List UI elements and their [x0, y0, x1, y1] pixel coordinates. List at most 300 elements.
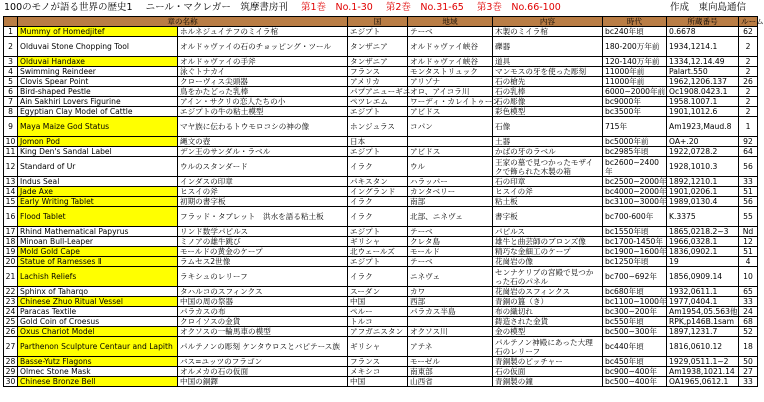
room-number: 51 — [739, 247, 758, 257]
region-cell: カンタベリー — [408, 187, 493, 197]
accession-number: 1966,0328.1 — [667, 237, 739, 247]
country-cell: ギリシャ — [348, 337, 408, 357]
accession-number: 1929,0511.1~2 — [667, 357, 739, 367]
era-cell: bc900~400年 — [603, 367, 667, 377]
object-name-ja: マヤ族に伝わるトウモロコシの神の像 — [178, 117, 348, 137]
object-name-ja: ラムセス2世像 — [178, 257, 348, 267]
accession-number: Am1954,05.563他 — [667, 307, 739, 317]
table-body — [4, 27, 758, 387]
content-cell: 金の模型 — [493, 327, 603, 337]
content-cell: パルテノン神殿にあった大理石のレリーフ — [493, 337, 603, 357]
content-cell: パピルス — [493, 227, 603, 237]
row-number: 3 — [4, 57, 18, 67]
country-cell: トルコ — [348, 317, 408, 327]
accession-number: 1962,1206.137 — [667, 77, 739, 87]
era-cell: bc300~200年 — [603, 307, 667, 317]
table-row — [4, 257, 758, 267]
object-name-ja: モールドの黄金のケープ — [178, 247, 348, 257]
accession-number: RPK,p146B.1sam — [667, 317, 739, 327]
region-cell: アリゾナ — [408, 77, 493, 87]
region-cell: パラカス半島 — [408, 307, 493, 317]
country-cell: アフガニスタン — [348, 327, 408, 337]
region-cell: オルドゥヴァイ峡谷 — [408, 57, 493, 67]
object-name-ja: ラキシュのレリーフ — [178, 267, 348, 287]
row-number: 9 — [4, 117, 18, 137]
era-cell: bc1550年頃 — [603, 227, 667, 237]
era-cell: bc3100~3000年 — [603, 197, 667, 207]
country-cell: パキスタン — [348, 177, 408, 187]
room-number: 2 — [739, 67, 758, 77]
country-cell: フランス — [348, 67, 408, 77]
room-number: 12 — [739, 237, 758, 247]
object-name-ja: パルテノンの彫刻 ケンタウロスとバピテース族 — [178, 337, 348, 357]
table-row — [4, 37, 758, 57]
object-name-en: Mold Gold Cape — [18, 247, 178, 257]
table-row — [4, 27, 758, 37]
country-cell: タンザニア — [348, 37, 408, 57]
object-name-en: Swimming Reindeer — [18, 67, 178, 77]
object-name-ja: バス=ユッツのフラゴン — [178, 357, 348, 367]
object-name-en: Jomon Pod — [18, 137, 178, 147]
country-cell: メキシコ — [348, 367, 408, 377]
object-name-en: Sphinx of Taharqo — [18, 287, 178, 297]
content-cell: 精巧な金細工のケープ — [493, 247, 603, 257]
accession-number: 1958.1007.1 — [667, 97, 739, 107]
country-cell: エジプト — [348, 257, 408, 267]
object-name-en: Egyptian Clay Model of Cattle — [18, 107, 178, 117]
col-header-content: 内容 — [493, 17, 603, 27]
object-name-ja: フラッド・タブレット 洪水を語る粘土板 — [178, 207, 348, 227]
region-cell: モンタストリュック — [408, 67, 493, 77]
object-name-ja: 中国の銅鐸 — [178, 377, 348, 387]
room-number: 2 — [739, 57, 758, 67]
content-cell: 布の織切れ — [493, 307, 603, 317]
row-number: 18 — [4, 237, 18, 247]
content-cell: 粘土板 — [493, 197, 603, 207]
row-number: 2 — [4, 37, 18, 57]
content-cell: 花崗岩のスフィンクス — [493, 287, 603, 297]
country-cell: 中国 — [348, 297, 408, 307]
col-header-region: 地域 — [408, 17, 493, 27]
room-number: Nd — [739, 227, 758, 237]
object-name-ja: 中国の周の祭器 — [178, 297, 348, 307]
country-cell: ペツレエム — [348, 97, 408, 107]
era-cell: 120-140万年前 — [603, 57, 667, 67]
room-number: 50 — [739, 357, 758, 367]
region-cell: オクソス川 — [408, 327, 493, 337]
accession-number: 1865,0218.2~3 — [667, 227, 739, 237]
country-cell: イングランド — [348, 187, 408, 197]
accession-number: Oc1908.0423.1 — [667, 87, 739, 97]
era-cell: 180-200万年前 — [603, 37, 667, 57]
region-cell: ワーディ・カレイトゥーン — [408, 97, 493, 107]
country-cell: イラク — [348, 197, 408, 207]
region-cell — [408, 137, 493, 147]
object-name-ja: ホルネジュイテフのミイラ棺 — [178, 27, 348, 37]
object-name-en: Gold Coin of Croesus — [18, 317, 178, 327]
object-name-ja: エジプトの牛の粘土模型 — [178, 107, 348, 117]
table-row — [4, 377, 758, 387]
object-name-ja: 鳥をかたどった乳棒 — [178, 87, 348, 97]
object-name-en: Oxus Chariot Model — [18, 327, 178, 337]
table-row — [4, 97, 758, 107]
accession-number: 1836,0902.1 — [667, 247, 739, 257]
country-cell: 日本 — [348, 137, 408, 147]
content-cell: 石像 — [493, 117, 603, 137]
region-cell: オロ、アイコラ川 — [408, 87, 493, 97]
content-cell: 彩色模型 — [493, 107, 603, 117]
object-name-en: Statue of Ramesses Ⅱ — [18, 257, 178, 267]
object-name-ja: デン王のサンダル・ラベル — [178, 147, 348, 157]
object-name-en: Mummy of Homedjitef — [18, 27, 178, 37]
accession-number: 1816,0610.12 — [667, 337, 739, 357]
table-row — [4, 77, 758, 87]
object-name-en: Olduvai Handaxe — [18, 57, 178, 67]
object-name-en: Lachish Reliefs — [18, 267, 178, 287]
col-header-chapter-name: 章の名称 — [18, 17, 348, 27]
era-cell: bc680年頃 — [603, 287, 667, 297]
content-cell: 石の彫像 — [493, 97, 603, 107]
region-cell: モーゼル — [408, 357, 493, 367]
era-cell: bc1700-1450年 — [603, 237, 667, 247]
room-number: 10 — [739, 267, 758, 287]
accession-number: 0.6678 — [667, 27, 739, 37]
accession-number: 1892,1210.1 — [667, 177, 739, 187]
row-number: 23 — [4, 297, 18, 307]
accession-number: 1897,1231.7 — [667, 327, 739, 337]
country-cell: ホンジュラス — [348, 117, 408, 137]
row-number: 6 — [4, 87, 18, 97]
room-number: 62 — [739, 27, 758, 37]
country-cell: エジプト — [348, 107, 408, 117]
region-cell: テーベ — [408, 227, 493, 237]
era-cell: bc2500~2000年 — [603, 177, 667, 187]
room-number: 1 — [739, 117, 758, 137]
region-cell: 南東部 — [408, 367, 493, 377]
era-cell: bc2600~2400年 — [603, 157, 667, 177]
era-cell: bc1250年頃 — [603, 257, 667, 267]
row-number: 28 — [4, 357, 18, 367]
country-cell: イラク — [348, 157, 408, 177]
object-name-ja: オクソスの一輪馬車の模型 — [178, 327, 348, 337]
region-cell: アテネ — [408, 337, 493, 357]
room-number: 56 — [739, 157, 758, 177]
row-number: 5 — [4, 77, 18, 87]
accession-number: 1901,0206.1 — [667, 187, 739, 197]
table-row — [4, 227, 758, 237]
era-cell: 11000年前 — [603, 67, 667, 77]
accession-number: OA1965,0612.1 — [667, 377, 739, 387]
accession-number: Am1923,Maud.8 — [667, 117, 739, 137]
object-name-ja: ミノアの雄牛跳び — [178, 237, 348, 247]
country-cell: エジプト — [348, 227, 408, 237]
region-cell: クレタ島 — [408, 237, 493, 247]
region-cell: ニネヴェ — [408, 267, 493, 287]
region-cell: テーベ — [408, 257, 493, 267]
room-number: 4 — [739, 257, 758, 267]
room-number: 51 — [739, 187, 758, 197]
content-cell: 青銅製の鐘 — [493, 377, 603, 387]
table-row — [4, 367, 758, 377]
room-number: 92 — [739, 137, 758, 147]
object-name-ja: パラカスの布 — [178, 307, 348, 317]
accession-number: 1932,0611.1 — [667, 287, 739, 297]
country-cell: 北ウェールズ — [348, 247, 408, 257]
accession-number: 1989,0130.4 — [667, 197, 739, 207]
col-header-country: 国 — [348, 17, 408, 27]
content-cell: 土器 — [493, 137, 603, 147]
room-number: 24 — [739, 307, 758, 317]
era-cell: bc1900~1600年 — [603, 247, 667, 257]
room-number: 56 — [739, 197, 758, 207]
accession-number: 1934,1214.1 — [667, 37, 739, 57]
accession-number: 19 — [667, 257, 739, 267]
row-number: 11 — [4, 147, 18, 157]
object-name-en: Early Writing Tablet — [18, 197, 178, 207]
era-cell: bc500~300年 — [603, 327, 667, 337]
table-row — [4, 317, 758, 327]
table-row — [4, 307, 758, 317]
era-cell: bc700~692年 — [603, 267, 667, 287]
era-cell: bc9000年 — [603, 97, 667, 107]
object-name-en: Bird-shaped Pestle — [18, 87, 178, 97]
table-row — [4, 57, 758, 67]
region-cell: 南部 — [408, 197, 493, 207]
author-publisher: ニール・マクレガー 筑摩書房刊 — [145, 2, 288, 13]
content-cell: 石の仮面 — [493, 367, 603, 377]
row-number: 8 — [4, 107, 18, 117]
region-cell — [408, 317, 493, 327]
era-cell: bc500~400年 — [603, 377, 667, 387]
row-number: 25 — [4, 317, 18, 327]
era-cell: 715年 — [603, 117, 667, 137]
table-row — [4, 137, 758, 147]
row-number: 12 — [4, 157, 18, 177]
country-cell: 中国 — [348, 377, 408, 387]
room-number: 2 — [739, 107, 758, 117]
object-name-en: Maya Maize God Status — [18, 117, 178, 137]
region-cell: ウル — [408, 157, 493, 177]
country-cell: イラク — [348, 267, 408, 287]
accession-number: 1928,1010.3 — [667, 157, 739, 177]
room-number: 27 — [739, 367, 758, 377]
object-name-en: Indus Seal — [18, 177, 178, 187]
object-name-en: King Den's Sandal Label — [18, 147, 178, 157]
country-cell: ギリシャ — [348, 237, 408, 247]
content-cell: 青銅製のピッチャー — [493, 357, 603, 367]
volume-3-label: 第3巻 No.66-100 — [476, 2, 561, 13]
region-cell: カワ — [408, 287, 493, 297]
object-name-ja: オルドゥヴァイの石のチョッピング・ツール — [178, 37, 348, 57]
table-row — [4, 177, 758, 187]
row-number: 10 — [4, 137, 18, 147]
object-name-ja: 初期の書字板 — [178, 197, 348, 207]
object-name-en: Paracas Textile — [18, 307, 178, 317]
content-cell: かばの牙のラベル — [493, 147, 603, 157]
content-cell: 鋳造された金貨 — [493, 317, 603, 327]
object-name-ja: インダスの印章 — [178, 177, 348, 187]
room-number: 18 — [739, 337, 758, 357]
content-cell: センナケリブの宮殿で見つかった石のパネル — [493, 267, 603, 287]
object-name-ja: ウルのスタンダード — [178, 157, 348, 177]
row-number: 16 — [4, 207, 18, 227]
country-cell: エジプト — [348, 147, 408, 157]
room-number: 2 — [739, 37, 758, 57]
room-number: 2 — [739, 87, 758, 97]
era-cell: bc550年頃 — [603, 317, 667, 327]
table-row — [4, 337, 758, 357]
row-number: 19 — [4, 247, 18, 257]
era-cell: bc3500年 — [603, 107, 667, 117]
row-number: 27 — [4, 337, 18, 357]
row-number: 30 — [4, 377, 18, 387]
room-number: 33 — [739, 297, 758, 307]
accession-number: 1977,0404.1 — [667, 297, 739, 307]
row-number: 22 — [4, 287, 18, 297]
content-cell: マンモスの牙を使った彫刻 — [493, 67, 603, 77]
content-cell: 雄牛と曲芸師のブロンズ像 — [493, 237, 603, 247]
page-header — [4, 1, 758, 15]
region-cell: モールド — [408, 247, 493, 257]
object-name-ja: 縄文の壺 — [178, 137, 348, 147]
country-cell: イラク — [348, 207, 408, 227]
era-cell: bc450年頃 — [603, 357, 667, 367]
region-cell: コパン — [408, 117, 493, 137]
accession-number: 1901,1012.6 — [667, 107, 739, 117]
table-row — [4, 67, 758, 77]
content-cell: 礫器 — [493, 37, 603, 57]
content-cell: 石の槍先 — [493, 77, 603, 87]
era-cell: 11000年前 — [603, 77, 667, 87]
row-number: 13 — [4, 177, 18, 187]
room-number: 64 — [739, 147, 758, 157]
region-cell: ハラッパー — [408, 177, 493, 187]
object-name-en: Olmec Stone Mask — [18, 367, 178, 377]
object-name-ja: クロイソスの金貨 — [178, 317, 348, 327]
object-name-en: Ain Sakhiri Lovers Figurine — [18, 97, 178, 107]
history-objects-table — [3, 16, 764, 387]
table-row — [4, 147, 758, 157]
object-name-ja: アイン・サクリの恋人たちの小 — [178, 97, 348, 107]
region-cell: テーベ — [408, 27, 493, 37]
table-row — [4, 287, 758, 297]
table-row — [4, 357, 758, 367]
accession-number: 1334,12.14.49 — [667, 57, 739, 67]
col-header-no — [4, 17, 18, 27]
row-number: 17 — [4, 227, 18, 237]
content-cell: 書字板 — [493, 207, 603, 227]
era-cell: bc2985年頃 — [603, 147, 667, 157]
content-cell: 石の印章 — [493, 177, 603, 187]
row-number: 29 — [4, 367, 18, 377]
region-cell: 北部、ニネヴェ — [408, 207, 493, 227]
object-name-en: Standard of Ur — [18, 157, 178, 177]
table-row — [4, 297, 758, 307]
region-cell: 西部 — [408, 297, 493, 307]
table-row — [4, 327, 758, 337]
object-name-en: Flood Tablet — [18, 207, 178, 227]
row-number: 26 — [4, 327, 18, 337]
room-number: 68 — [739, 317, 758, 327]
room-number: 26 — [739, 77, 758, 87]
row-number: 24 — [4, 307, 18, 317]
room-number: 55 — [739, 207, 758, 227]
table-row — [4, 237, 758, 247]
object-name-en: Chinese Bronze Bell — [18, 377, 178, 387]
object-name-ja: リンド数学パピルス — [178, 227, 348, 237]
content-cell: 王家の墓で見つかったモザイクで飾られた木製の箱 — [493, 157, 603, 177]
accession-number: Palart.550 — [667, 67, 739, 77]
table-row — [4, 117, 758, 137]
accession-number: 1922,0728.2 — [667, 147, 739, 157]
table-row — [4, 247, 758, 257]
content-cell: 木製のミイラ棺 — [493, 27, 603, 37]
volume-2-label: 第2巻 No.31-65 — [385, 2, 464, 13]
accession-number: Am1938,1021.14 — [667, 367, 739, 377]
content-cell: 青銅の簋（き） — [493, 297, 603, 307]
object-name-ja: タハルコのスフィンクス — [178, 287, 348, 297]
content-cell: 道具 — [493, 57, 603, 67]
era-cell: 6000~2000年前 — [603, 87, 667, 97]
object-name-en: Jade Axe — [18, 187, 178, 197]
table-row — [4, 187, 758, 197]
table-row — [4, 107, 758, 117]
accession-number: OA+.20 — [667, 137, 739, 147]
era-cell: bc4000~2000年 — [603, 187, 667, 197]
country-cell: パプアニューギニ — [348, 87, 408, 97]
object-name-en: Olduvai Stone Chopping Tool — [18, 37, 178, 57]
table-row — [4, 197, 758, 207]
content-cell: 花崗岩の像 — [493, 257, 603, 267]
object-name-ja: ヒスイの斧 — [178, 187, 348, 197]
room-number: 65 — [739, 287, 758, 297]
country-cell: スーダン — [348, 287, 408, 297]
table-header-row — [4, 17, 758, 27]
object-name-en: Rhind Mathematical Papyrus — [18, 227, 178, 237]
creator-credit: 作成 東向島通信 — [669, 2, 746, 13]
room-number: 52 — [739, 327, 758, 337]
col-header-room: ルーム — [739, 17, 758, 27]
row-number: 4 — [4, 67, 18, 77]
table-row — [4, 157, 758, 177]
room-number: 33 — [739, 377, 758, 387]
row-number: 14 — [4, 187, 18, 197]
table-row — [4, 87, 758, 97]
page-title: 100のモノが語る世界の歴史1 — [4, 2, 133, 13]
era-cell: bc240年頃 — [603, 27, 667, 37]
table-row — [4, 267, 758, 287]
era-cell: bc700-600年 — [603, 207, 667, 227]
object-name-ja: 泳ぐトナカイ — [178, 67, 348, 77]
object-name-en: Parthenon Sculpture Centaur and Lapith — [18, 337, 178, 357]
object-name-en: Chinese Zhuo Ritual Vessel — [18, 297, 178, 307]
content-cell: ヒスイの斧 — [493, 187, 603, 197]
room-number: 33 — [739, 177, 758, 187]
accession-number: 1856,0909.14 — [667, 267, 739, 287]
country-cell: アメリカ — [348, 77, 408, 87]
region-cell: 山西省 — [408, 377, 493, 387]
object-name-en: Basse-Yutz Flagons — [18, 357, 178, 367]
content-cell: 石の乳棒 — [493, 87, 603, 97]
col-header-accession: 所蔵番号 — [667, 17, 739, 27]
era-cell: bc1100~1000年 — [603, 297, 667, 307]
object-name-en: Minoan Bull-Leaper — [18, 237, 178, 247]
country-cell: タンザニア — [348, 57, 408, 67]
object-name-ja: クローヴィス尖頭器 — [178, 77, 348, 87]
object-name-ja: オルメカの石の仮面 — [178, 367, 348, 377]
row-number: 20 — [4, 257, 18, 267]
era-cell: bc440年頃 — [603, 337, 667, 357]
